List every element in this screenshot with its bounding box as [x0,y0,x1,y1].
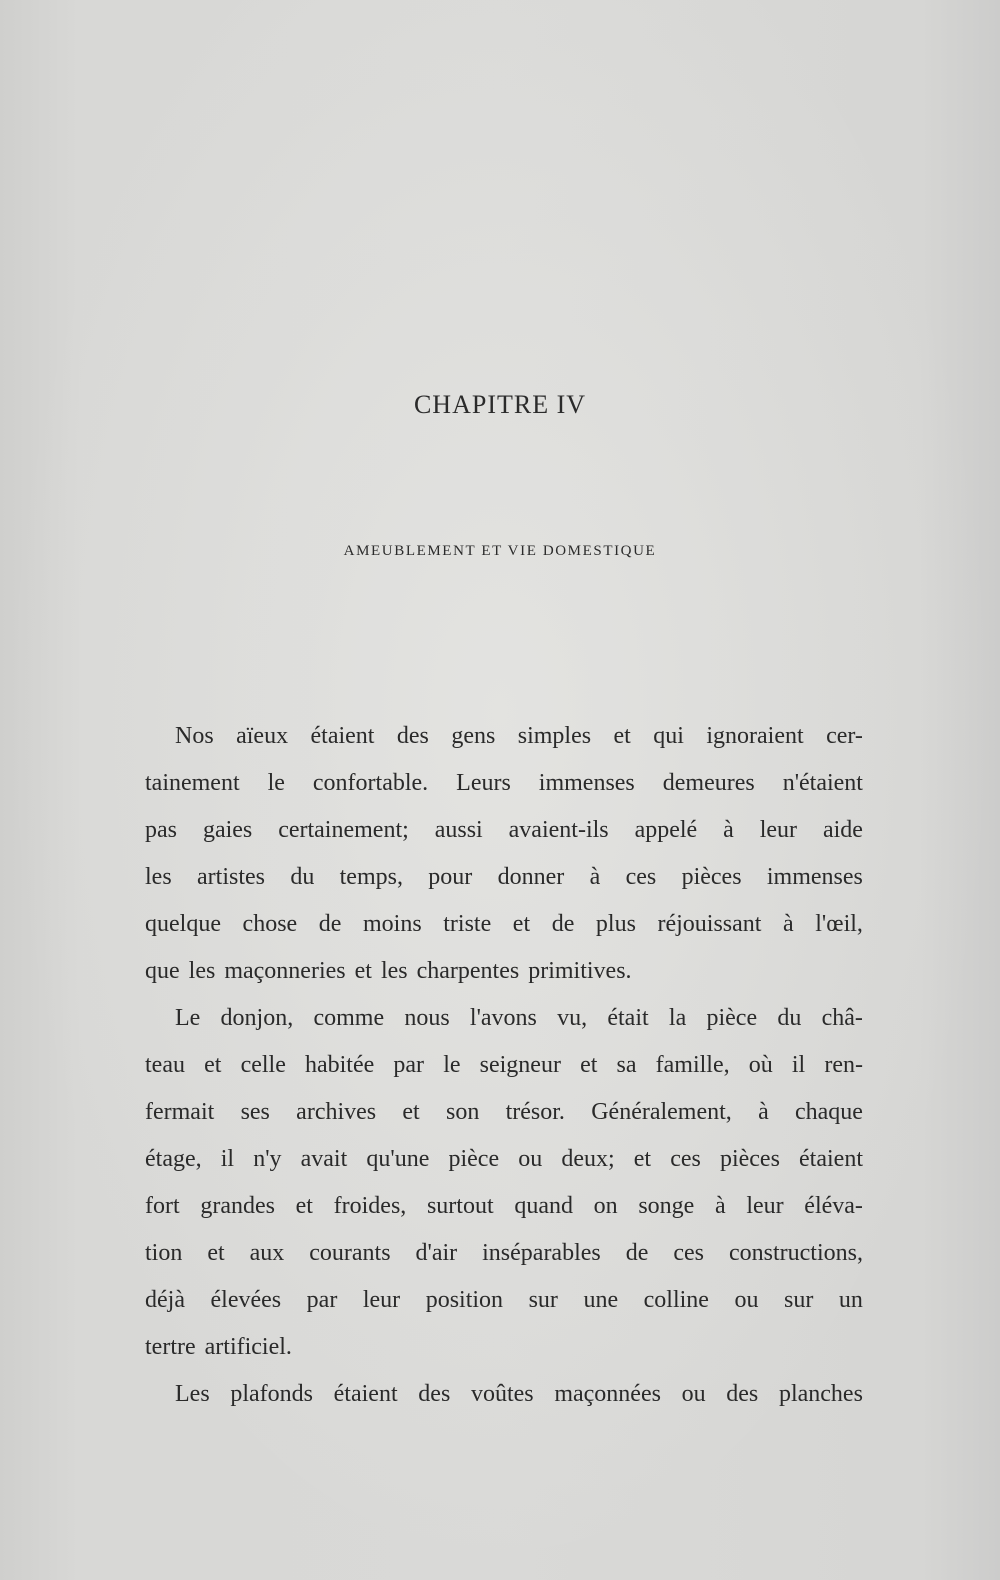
word: qu'une [366,1146,430,1172]
chapter-subtitle: AMEUBLEMENT ET VIE DOMESTIQUE [343,543,657,559]
word: ses [240,1099,270,1125]
word: habitée [304,1052,375,1078]
word: des [396,723,429,749]
word: réjouissant [657,911,762,937]
word: de [625,1240,649,1266]
word: ou [681,1381,706,1407]
word: et [295,1193,313,1219]
word: l'œil, [815,911,863,937]
word: voûtes [470,1381,534,1407]
word: étaient [310,723,375,749]
text-line [145,1042,863,1089]
word: étage, [145,1146,202,1172]
text-line [145,995,863,1042]
word: quelque [145,911,221,937]
word: aïeux [236,723,289,749]
word: leur [362,1287,401,1313]
word: leur [759,817,798,843]
body-text [145,713,863,1418]
word: teau [145,1052,185,1078]
word: n'y [253,1146,282,1172]
word: où [748,1052,773,1078]
word: pas [145,817,177,843]
word: tainement [145,770,240,796]
word: trésor. [505,1099,565,1125]
word: cer- [826,723,863,749]
word: tertre [145,1334,196,1360]
word: plafonds [230,1381,313,1407]
word: fermait [145,1099,215,1125]
word: et [354,958,372,984]
word: à [714,1193,726,1219]
word: que [145,958,180,984]
word: courants [309,1240,391,1266]
word: quand [514,1193,573,1219]
word: de [551,911,575,937]
word: leur [746,1193,784,1219]
word: nous [404,1005,450,1031]
word: archives [296,1099,377,1125]
word: le [267,770,285,796]
word: primitives. [528,958,632,984]
word: par [393,1052,425,1078]
word: des [418,1381,451,1407]
word: constructions, [728,1240,863,1266]
word: pièces [681,864,742,890]
word: maçonneries [224,958,346,984]
word: Les [175,1381,210,1407]
word: tion [145,1240,183,1266]
word: planches [778,1381,863,1407]
word: froides, [333,1193,407,1219]
text-line [145,1324,863,1371]
word: ces [625,864,657,890]
word: maçonnées [554,1381,661,1407]
word: immenses [766,864,863,890]
word: ou [518,1146,543,1172]
word: et [613,723,631,749]
text-line [145,901,863,948]
word: artificiel. [204,1334,292,1360]
text-line [145,1183,863,1230]
word: il [220,1146,235,1172]
word: étaient [799,1146,863,1172]
word: avait [300,1146,348,1172]
word: certainement; [278,817,409,843]
word: position [425,1287,504,1313]
word: temps, [339,864,403,890]
word: Le [175,1005,201,1031]
word: le [443,1052,461,1078]
word: et [402,1099,420,1125]
word: châ- [821,1005,863,1031]
word: et [633,1146,652,1172]
word: comme [313,1005,385,1031]
word: moins [362,911,422,937]
word: grandes [200,1193,275,1219]
word: à [758,1099,769,1125]
word: étaient [333,1381,398,1407]
word: déjà [145,1287,185,1313]
text-line [145,1089,863,1136]
text-line [145,854,863,901]
word: du [777,1005,802,1031]
word: pour [428,864,473,890]
word: songe [638,1193,695,1219]
word: simples [517,723,592,749]
word: les [188,958,216,984]
word: celle [240,1052,286,1078]
word: ignoraient [706,723,804,749]
word: chose [242,911,298,937]
word: qui [653,723,684,749]
word: aussi [434,817,483,843]
word: un [838,1287,863,1313]
word: ces [673,1240,704,1266]
word: aux [249,1240,285,1266]
word: des [726,1381,759,1407]
word: chaque [794,1099,863,1125]
word: d'air [415,1240,458,1266]
word: fort [145,1193,180,1219]
text-line [145,1230,863,1277]
word: gaies [202,817,253,843]
word: une [583,1287,619,1313]
word: seigneur [479,1052,561,1078]
word: Leurs [456,770,511,796]
word: triste [443,911,492,937]
word: gens [451,723,496,749]
word: confortable. [312,770,429,796]
word: sur [528,1287,558,1313]
word: l'avons [469,1005,537,1031]
text-line [145,1277,863,1324]
word: pièce [706,1005,758,1031]
word: immenses [538,770,635,796]
word: inséparables [482,1240,601,1266]
word: colline [643,1287,709,1313]
word: demeures [662,770,755,796]
word: ou [734,1287,759,1313]
word: charpentes [416,958,520,984]
word: à [783,911,794,937]
chapter-title: CHAPITRE IV [413,390,587,419]
word: élevées [210,1287,282,1313]
word: la [668,1005,687,1031]
text-line [145,807,863,854]
word: et [512,911,531,937]
word: donner [497,864,565,890]
word: deux; [561,1146,615,1172]
word: pièces [719,1146,780,1172]
text-line [145,948,863,995]
word: plus [595,911,636,937]
word: Généralement, [591,1099,732,1125]
word: du [290,864,315,890]
word: et [204,1052,222,1078]
word: et [207,1240,225,1266]
word: par [306,1287,338,1313]
word: à [589,864,601,890]
word: sa [616,1052,637,1078]
word: pièce [448,1146,500,1172]
word: artistes [197,864,265,890]
word: les [145,864,172,890]
word: on [593,1193,618,1219]
word: et [580,1052,598,1078]
word: appelé [634,817,698,843]
word: avaient-ils [508,817,609,843]
word: n'étaient [782,770,863,796]
word: Nos [175,723,214,749]
word: éléva- [804,1193,863,1219]
word: les [380,958,408,984]
word: surtout [426,1193,494,1219]
word: famille, [655,1052,730,1078]
text-line [145,713,863,760]
word: il [791,1052,806,1078]
word: était [607,1005,649,1031]
word: ces [670,1146,701,1172]
word: de [318,911,342,937]
text-line [145,760,863,807]
text-line [145,1136,863,1183]
word: à [723,817,734,843]
text-line [145,1371,863,1418]
word: vu, [557,1005,588,1031]
word: son [446,1099,480,1125]
word: sur [784,1287,814,1313]
word: donjon, [220,1005,294,1031]
word: ren- [824,1052,863,1078]
word: aide [822,817,863,843]
